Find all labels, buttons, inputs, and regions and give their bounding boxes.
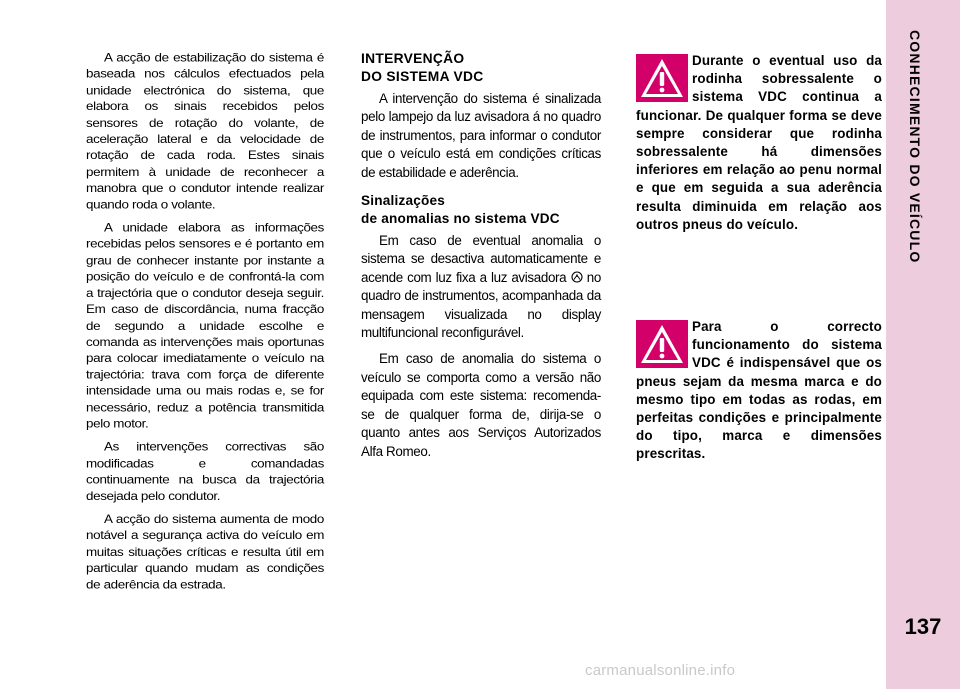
warning-triangle-icon <box>636 320 688 368</box>
fallback-paragraph: Em caso de anomalia do sistema o veículo se comporta como a versão não equipada com este sistema: recomenda-se de qualquer forma de, dirija-se o quanto antes aos Serviços Autorizados Alfa Romeo. <box>361 351 601 459</box>
warning-triangle-icon <box>636 54 688 102</box>
middle-column <box>361 50 601 469</box>
control-unit-paragraph: A unidade elabora as informações recebidas pelos sensores e é portanto em grau de conhecer instante por instante a posição do veículo e de confrontá-la com a trajectória que o condutor deseja seguir. Em caso de discordância, numa fracção de segundo a unidade escolhe e comanda as intervenções mais oportunas para colocar imediatamente o veículo na trajectória: trava com força de diferente intensidade uma ou mais rodas e, se for necessário, reduz a potência transmitida pelo motor. <box>86 221 324 431</box>
left-column <box>86 50 324 600</box>
vdc-warning-light-icon <box>571 271 583 283</box>
anomaly-heading-line2: de anomalias no sistema VDC <box>361 211 560 227</box>
tyres-warning <box>636 318 882 464</box>
spare-wheel-warning-text: Durante o eventual uso da rodinha sobressalente o sistema VDC continua a funcionar. De qualquer forma se deve sempre considerar que rodinha sobressalente há dimensões inferiores em relação ao penu normal e que em seguida a sua aderência resulta diminuida em relação aos outros pneus do veículo. <box>636 53 882 232</box>
corrective-interventions-paragraph: As intervenções correctivas são modificadas e comandadas continuamente na busca da trajectória desejada pelo condutor. <box>86 440 324 503</box>
intervention-paragraph: A intervenção do sistema é sinalizada pelo lampejo da luz avisadora á no quadro de instrumentos, para informar o condutor que o veículo está em condições críticas de estabilidade e aderência. <box>361 91 601 180</box>
section-title <box>903 30 943 330</box>
tyres-warning-text: Para o correcto funcionamento do sistema VDC é indispensável que os pneus sejam da mesma marca e do mesmo tipo em todas as rodas, em perfeitas condições e principalmente do tipo, marca e dimensões prescritas. <box>636 319 882 462</box>
anomaly-text-start: Em caso de eventual anomalia o sistema se desactiva automaticamente e acende com luz fixa a luz avisadora <box>361 233 601 285</box>
active-safety-paragraph: A acção do sistema aumenta de modo notável a segurança activa do veículo em muitas situações críticas e resulta útil em particular quando mudam as condições de aderência da estrada. <box>86 512 324 591</box>
intervention-heading-line1: INTERVENÇÃO <box>361 51 465 66</box>
stabilization-paragraph: A acção de estabilização do sistema é baseada nos cálculos efectuados pela unidade electrónica do sistema, que elabora os sinais recebidos pelos sensores de rotação do volante, de aceleração lateral e da velocidade de rotação de cada roda. Estes sinais permitem à unidade de reconhecer a manobra que o condutor intende realizar quando roda o volante. <box>86 50 324 211</box>
spare-wheel-warning <box>636 52 882 234</box>
anomaly-text-end: no quadro de instrumentos, acompanhada da mensagem visualizada no display multifuncional reconfigurável. <box>361 269 601 341</box>
page-number: 137 <box>904 614 942 639</box>
watermark: carmanualsonline.info <box>585 662 736 679</box>
anomaly-heading-line1: Sinalizações <box>361 193 446 209</box>
intervention-heading-line2: DO SISTEMA VDC <box>361 69 484 84</box>
anomaly-paragraph <box>361 232 601 342</box>
section-title-text: CONHECIMENTO DO VEÍCULO <box>907 30 923 264</box>
